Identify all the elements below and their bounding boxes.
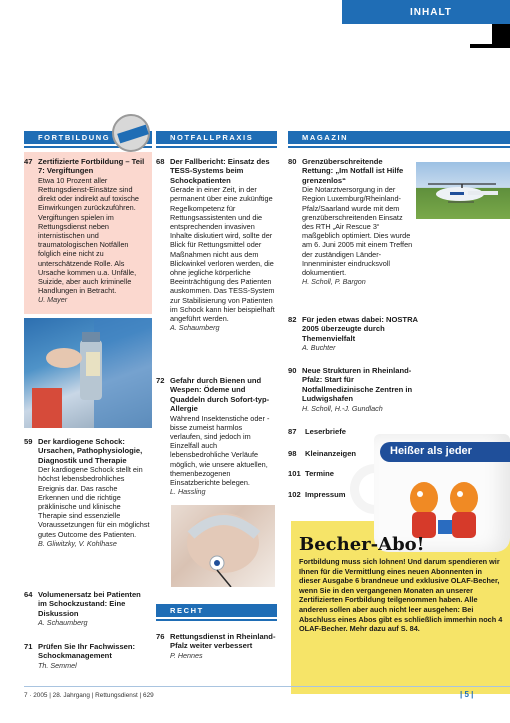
footer-rule [24, 686, 510, 687]
entry-page-number: 64 [24, 590, 33, 599]
toc-entry[interactable] [288, 157, 414, 286]
entry-page-number: 101 [288, 469, 301, 478]
entry-page-number: 87 [288, 427, 297, 436]
entry-page-number: 82 [288, 315, 297, 324]
entry-title: Volumenersatz bei Patienten im Schockzustand: Eine Diskussion [38, 590, 141, 618]
inhalt-tab [342, 0, 510, 24]
entry-author: A. Buchter [302, 343, 336, 353]
entry-title: Der Fallbericht: Einsatz des TESS-Systems beim Schockpatienten [170, 157, 270, 185]
entry-page-number: 59 [24, 437, 33, 446]
entry-page-number: 72 [156, 376, 165, 385]
footer-issue-info: 7 · 2005 | 28. Jahrgang | Rettungsdienst | 629 [24, 692, 154, 699]
toc-entry[interactable] [156, 632, 276, 660]
entry-author: H. Scholl, P. Bargon [302, 277, 366, 287]
entry-author: A. Schaumberg [38, 618, 88, 628]
entry-title: Der kardiogene Schock: Ursachen, Pathophysiologie, Diagnostik und Therapie [38, 437, 143, 465]
entry-page-number: 90 [288, 366, 297, 375]
entry-text: Gerade in einer Zeit, in der permanent über eine zukünftige Regelkompetenz für Rettungsassistenten und die entsprechenden invasiven Inhalte diskutiert wird, sollte der Blick für Rettungsmittel oder Maßnahmen nicht aus dem Blickwinkel verloren werden, die ohne jegliche körperliche Beeinträchtigung des Patienten auskommen. Das TESS-System zur Stabilisierung von Patienten im Schock kann hier beispielhaft angeführt werden. [170, 185, 275, 324]
entry-title: Zertifizierte Fortbildung – Teil 7: Vergiftungen [38, 157, 145, 176]
promo-text: Fortbildung muss sich lohnen! Und darum spendieren wir Ihnen für die Vermittlung eines neuen Abonnenten in dieser Ausgabe 6 brandneue und exklusive OLAF-Becher, wenn Sie in den vergangenen Monaten an unserer Zertifizierten Fortbildung teilgenommen haben. Alle anderen sollen aber auch nicht leer ausgehen: Bei Abschluss eines Abos gibt es schließlich immerhin noch 4 OLAF-Becher. Mehr dazu auf S. 84. [299, 557, 503, 634]
mug-cartoon-icon [398, 470, 494, 544]
corner-mark [470, 24, 510, 48]
entry-author: B. Gliwitzky, V. Kohlhase [38, 538, 117, 548]
photo-patient [171, 505, 275, 587]
promo-title: Becher-Abo! [299, 534, 425, 555]
toc-entry[interactable] [24, 437, 150, 548]
entry-page-number: 68 [156, 157, 165, 166]
toc-entry[interactable] [288, 366, 488, 413]
entry-title: Gefahr durch Bienen und Wespen: Ödeme und Quaddeln durch Sofort-typ-Allergie [170, 376, 270, 414]
entry-author: Th. Semmel [38, 660, 77, 670]
inhalt-label: INHALT [410, 7, 452, 18]
toc-entry[interactable] [288, 315, 488, 352]
col-head-notfallpraxis: NOTFALLPRAXIS [156, 131, 277, 144]
entry-page-number: 47 [24, 157, 33, 166]
entry-title: Leserbriefe [305, 427, 346, 436]
entry-author: L. Hassling [170, 487, 206, 497]
toc-entry[interactable] [24, 642, 150, 670]
entry-text: Der kardiogene Schock stellt ein höchst lebensbedrohliches Ereignis dar. Das rasche Erkennen und die richtige präklinische und klinische Therapie sind essenzielle Voraussetzungen für ein möglichst gutes Outcome des Patienten. [38, 465, 150, 539]
certification-badge-icon [112, 114, 150, 152]
entry-text: Etwa 10 Prozent aller Rettungsdienst-Einsätze sind direkt oder indirekt auf toxische Einwirkungen zurückzuführen. Vergiftungen spielen im Rettungsdienst neben internistischen und traumatologischen Notfällen folglich eine nicht zu unterschätzende Rolle. Als Ursache kommen u.a. Unfälle, Suizide, aber auch kriminelle Handlungen in Betracht. [38, 175, 139, 296]
entry-title: Neue Strukturen in Rheinland-Pfalz: Start für Notfallmedizinische Zentren in Ludwigshafen [302, 366, 413, 404]
col-head-magazin: MAGAZIN [288, 131, 510, 144]
photo-helicopter [416, 162, 510, 219]
entry-title: Prüfen Sie Ihr Fachwissen: Schockmanagement [38, 642, 136, 661]
entry-text: Während Insektenstiche oder -bisse zumeist harmlos verlaufen, sind jedoch im Einzelfall auch lebensbedrohliche Verläufe möglich, wie unsere aktuellen, themenbezogenen Einsatzberichte belegen. [170, 413, 270, 488]
mug-banner: Heißer als jeder [380, 442, 510, 462]
entry-title: Termine [305, 469, 334, 478]
entry-page-number: 80 [288, 157, 297, 166]
entry-author: H. Scholl, H.-J. Gundlach [302, 403, 383, 413]
entry-title: Impressum [305, 490, 346, 499]
footer-page-number: | 5 | [460, 690, 474, 699]
entry-text: Die Notarztversorgung in der Region Luxemburg/Rheinland-Pfalz/Saarland wurde mit dem grenzüberschreitenden Einsatz des RTH „Air Rescue 3“ maßgeblich optimiert. Dies wurde am 6. Juni 2005 mit einem Treffen der zuständigen Länder-Innenminister eindrucksvoll dokumentiert. [302, 185, 413, 278]
entry-page-number: 71 [24, 642, 33, 651]
entry-title: Rettungsdienst in Rheinland-Pfalz weiter verbessert [170, 632, 276, 651]
entry-author: U. Mayer [38, 295, 68, 305]
toc-entry[interactable] [156, 157, 276, 332]
col-head-recht: RECHT [156, 604, 277, 617]
entry-title: Für jeden etwas dabei: NOSTRA 2005 überzeugte durch Themenvielfalt [302, 315, 418, 343]
toc-entry[interactable] [24, 157, 150, 305]
entry-page-number: 102 [288, 490, 301, 499]
photo-poison-bottle [24, 318, 152, 428]
entry-page-number: 76 [156, 632, 165, 641]
toc-entry[interactable] [24, 590, 150, 627]
toc-entry[interactable] [156, 376, 276, 496]
entry-author: A. Schaumberg [170, 323, 220, 333]
entry-title: Kleinanzeigen [305, 449, 357, 458]
entry-author: P. Hennes [170, 650, 203, 660]
col-head-fortbildung: FORTBILDUNG [24, 131, 152, 144]
entry-title: Grenzüberschreitende Rettung: „Im Notfall ist Hilfe grenzenlos“ [302, 157, 404, 185]
entry-page-number: 98 [288, 449, 297, 458]
